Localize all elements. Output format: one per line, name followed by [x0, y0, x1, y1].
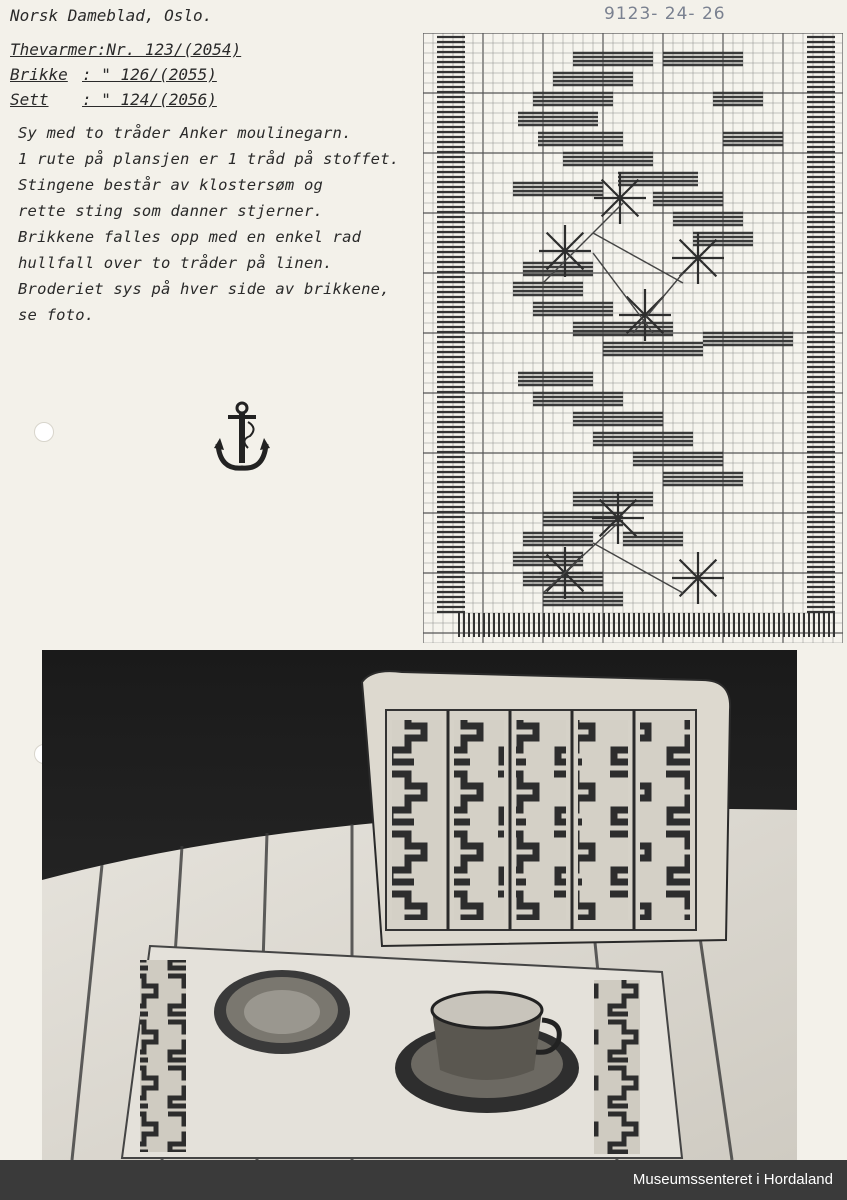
- footer-credit: Museumssenteret i Hordaland: [632, 1171, 833, 1188]
- item-number: : " 124/(2056): [82, 90, 217, 109]
- item-thevarmer: [10, 40, 241, 59]
- instruction-line: rette sting som danner stjerner.: [18, 202, 324, 220]
- instruction-line: Brikkene falles opp med en enkel rad: [18, 228, 362, 246]
- item-sett: [10, 90, 217, 109]
- item-number: : " 126/(2055): [82, 65, 217, 84]
- instruction-line: Sy med to tråder Anker moulinegarn.: [18, 124, 352, 142]
- item-brikke: [10, 65, 217, 84]
- embroidery-chart: [423, 33, 843, 643]
- pencil-inventory-number: 9123- 24- 26: [604, 4, 726, 24]
- instruction-line: Broderiet sys på hver side av brikkene,: [18, 280, 390, 298]
- instruction-line: 1 rute på plansjen er 1 tråd på stoffet.: [18, 150, 400, 168]
- item-number: Nr. 123/(2054): [106, 40, 242, 59]
- instruction-line: se foto.: [18, 306, 95, 324]
- footer-bar: [0, 1160, 847, 1200]
- item-label: Thevarmer:: [10, 40, 107, 59]
- item-label: Sett: [10, 90, 49, 109]
- embroidery-photo: [42, 650, 797, 1160]
- instruction-line: Stingene består av klostersøm og: [18, 176, 324, 194]
- item-label: Brikke: [10, 65, 68, 84]
- anchor-icon: [214, 400, 270, 476]
- instruction-line: hullfall over to tråder på linen.: [18, 254, 333, 272]
- publisher-title: Norsk Dameblad, Oslo.: [10, 6, 213, 25]
- punch-hole: [34, 422, 54, 442]
